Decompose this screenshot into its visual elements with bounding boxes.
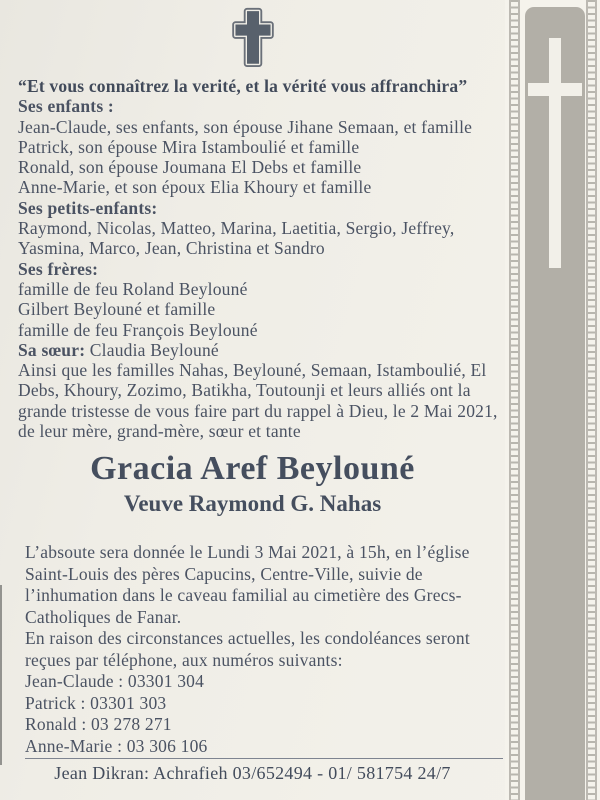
brother-line: famille de feu Roland Beylouné <box>18 278 248 299</box>
sister-line <box>18 340 499 360</box>
child-line: Jean-Claude, ses enfants, son épouse Jihane Semaan, et famille <box>18 116 473 137</box>
gray-band <box>525 7 585 800</box>
footer-contact: Jean Dikran: Achrafieh 03/652494 - 01/ 581754 24/7 <box>54 763 451 783</box>
side-cross-horizontal <box>528 83 582 96</box>
chain-border-left-icon <box>509 0 520 800</box>
service-line: L’absoute sera donnée le Lundi 3 Mai 2021, à 15h, en l’église <box>25 542 470 562</box>
announcement-line: Debs, Khoury, Zozimo, Batikha, Toutounji et leurs alliés ont la <box>18 380 471 401</box>
sister-name: Claudia Beylouné <box>85 339 219 360</box>
service-line: En raison des circonstances actuelles, les condoléances seront <box>25 628 470 648</box>
service-line: l’inhumation dans le caveau familial au cimetière des Grecs- <box>25 585 462 605</box>
announcement-line: Ainsi que les familles Nahas, Beylouné, Semaan, Istamboulié, El <box>18 360 487 381</box>
scripture-quote: “Et vous connaîtrez la verité, et la vérité vous affranchira” <box>18 76 468 96</box>
deceased-title-block <box>0 449 505 519</box>
grandchild-line: Yasmina, Marco, Jean, Christina et Sandro <box>18 238 325 259</box>
announcement-line: grande tristesse de vous faire part du rappel à Dieu, le 2 Mai 2021, <box>18 400 498 421</box>
service-line: reçues par téléphone, aux numéros suivants: <box>25 649 343 670</box>
service-line: Saint-Louis des pères Capucins, Centre-Ville, suivie de <box>25 563 423 584</box>
side-cross-vertical <box>549 38 561 268</box>
phone-line: Jean-Claude : 03301 304 <box>25 671 205 691</box>
sister-label: Sa sœur: <box>18 339 86 360</box>
phone-line: Patrick : 03301 303 <box>25 692 167 713</box>
child-line: Ronald, son épouse Joumana El Debs et famille <box>18 157 362 178</box>
footer-divider <box>25 758 503 759</box>
brothers-label: Ses frères: <box>18 258 99 279</box>
deceased-name: Gracia Aref Beylouné <box>90 450 415 487</box>
photo-edge-shadow <box>0 585 2 765</box>
child-line: Anne-Marie, et son époux Elia Khoury et famille <box>18 177 372 198</box>
decorative-side-band <box>505 0 600 800</box>
phone-line: Ronald : 03 278 271 <box>25 714 172 734</box>
announcement-line: de leur mère, grand-mère, sœur et tante <box>18 421 301 442</box>
service-line: Catholiques de Fanar. <box>25 606 182 627</box>
cross-icon <box>0 7 505 72</box>
grandchildren-label: Ses petits-enfants: <box>18 197 158 218</box>
service-section <box>25 542 501 757</box>
phone-line: Anne-Marie : 03 306 106 <box>25 735 208 756</box>
grandchild-line: Raymond, Nicolas, Matteo, Marina, Laetitia, Sergio, Jeffrey, <box>18 218 455 239</box>
children-label: Ses enfants : <box>18 96 114 117</box>
brother-line: Gilbert Beylouné et famille <box>18 299 216 320</box>
chain-border-right-icon <box>586 0 597 800</box>
brother-line: famille de feu François Beylouné <box>18 319 258 340</box>
family-section <box>18 76 499 441</box>
child-line: Patrick, son épouse Mira Istamboulié et famille <box>18 136 360 157</box>
deceased-subtitle: Veuve Raymond G. Nahas <box>123 491 382 516</box>
